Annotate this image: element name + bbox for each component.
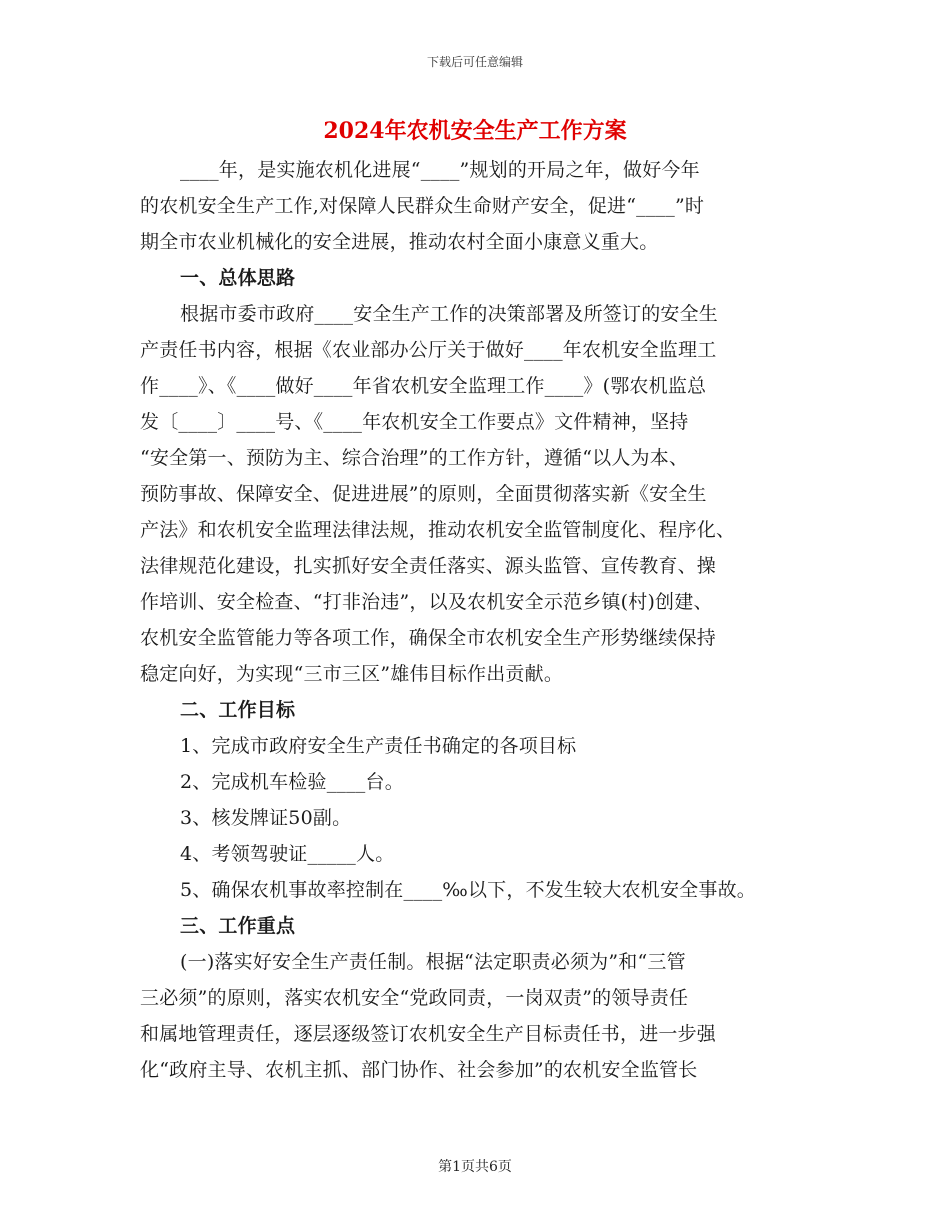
paragraph-line: 作培训、安全检查、“打非治违”，以及农机安全示范乡镇(村)创建、 (140, 591, 713, 613)
paragraph-line: 稳定向好，为实现“三市三区”雄伟目标作出贡献。 (140, 663, 564, 685)
goal-item-5: 5、确保农机事故率控制在____‰以下，不发生较大农机安全事故。 (180, 879, 756, 901)
paragraph-line: (一)落实好安全生产责任制。根据“法定职责必须为”和“三管 (180, 951, 686, 973)
section-heading-3: 三、工作重点 (180, 915, 296, 937)
paragraph-line: 化“政府主导、农机主抓、部门协作、社会参加”的农机安全监管长 (140, 1059, 698, 1081)
paragraph-line: 的农机安全生产工作,对保障人民群众生命财产安全，促进“____”时 (140, 195, 705, 217)
section-heading-1: 一、总体思路 (180, 267, 296, 289)
paragraph-line: 和属地管理责任，逐层逐级签订农机安全生产目标责任书，进一步强 (140, 1023, 717, 1045)
document-title: 2024年农机安全生产工作方案 (323, 118, 627, 144)
paragraph-line: 农机安全监管能力等各项工作，确保全市农机安全生产形势继续保持 (140, 627, 717, 649)
goal-item-3: 3、核发牌证50副。 (180, 807, 352, 829)
paragraph-line: 产法》和农机安全监理法律法规，推动农机安全监管制度化、程序化、 (140, 519, 736, 541)
paragraph-line: ____年，是实施农机化进展“____”规划的开局之年，做好今年 (180, 159, 700, 181)
paragraph-line: 期全市农业机械化的安全进展，推动农村全面小康意义重大。 (140, 231, 659, 253)
paragraph-line: 产责任书内容，根据《农业部办公厅关于做好____年农机安全监理工 (140, 339, 717, 361)
goal-item-4: 4、考领驾驶证_____人。 (180, 843, 395, 865)
paragraph-line: “安全第一、预防为主、综合治理”的工作方针，遵循“以人为本、 (140, 447, 689, 469)
paragraph-line: 三必须”的原则，落实农机安全“党政同责，一岗双责”的领导责任 (140, 987, 689, 1009)
goal-item-2: 2、完成机车检验____台。 (180, 771, 404, 793)
paragraph-line: 根据市委市政府____安全生产工作的决策部署及所签订的安全生 (180, 303, 719, 325)
paragraph-line: 预防事故、保障安全、促进进展”的原则，全面贯彻落实新《安全生 (140, 483, 707, 505)
goal-item-1: 1、完成市政府安全生产责任书确定的各项目标 (180, 735, 577, 757)
paragraph-line: 发〔____〕____号、《____年农机安全工作要点》文件精神，坚持 (140, 411, 689, 433)
section-heading-2: 二、工作目标 (180, 699, 296, 721)
header-note: 下载后可任意编辑 (426, 55, 523, 69)
page-footer: 第1页共6页 (438, 1159, 512, 1175)
paragraph-line: 作____》、《____做好____年省农机安全监理工作____》(鄂农机监总 (140, 375, 707, 397)
paragraph-line: 法律规范化建设，扎实抓好安全责任落实、源头监管、宣传教育、操 (140, 555, 717, 577)
